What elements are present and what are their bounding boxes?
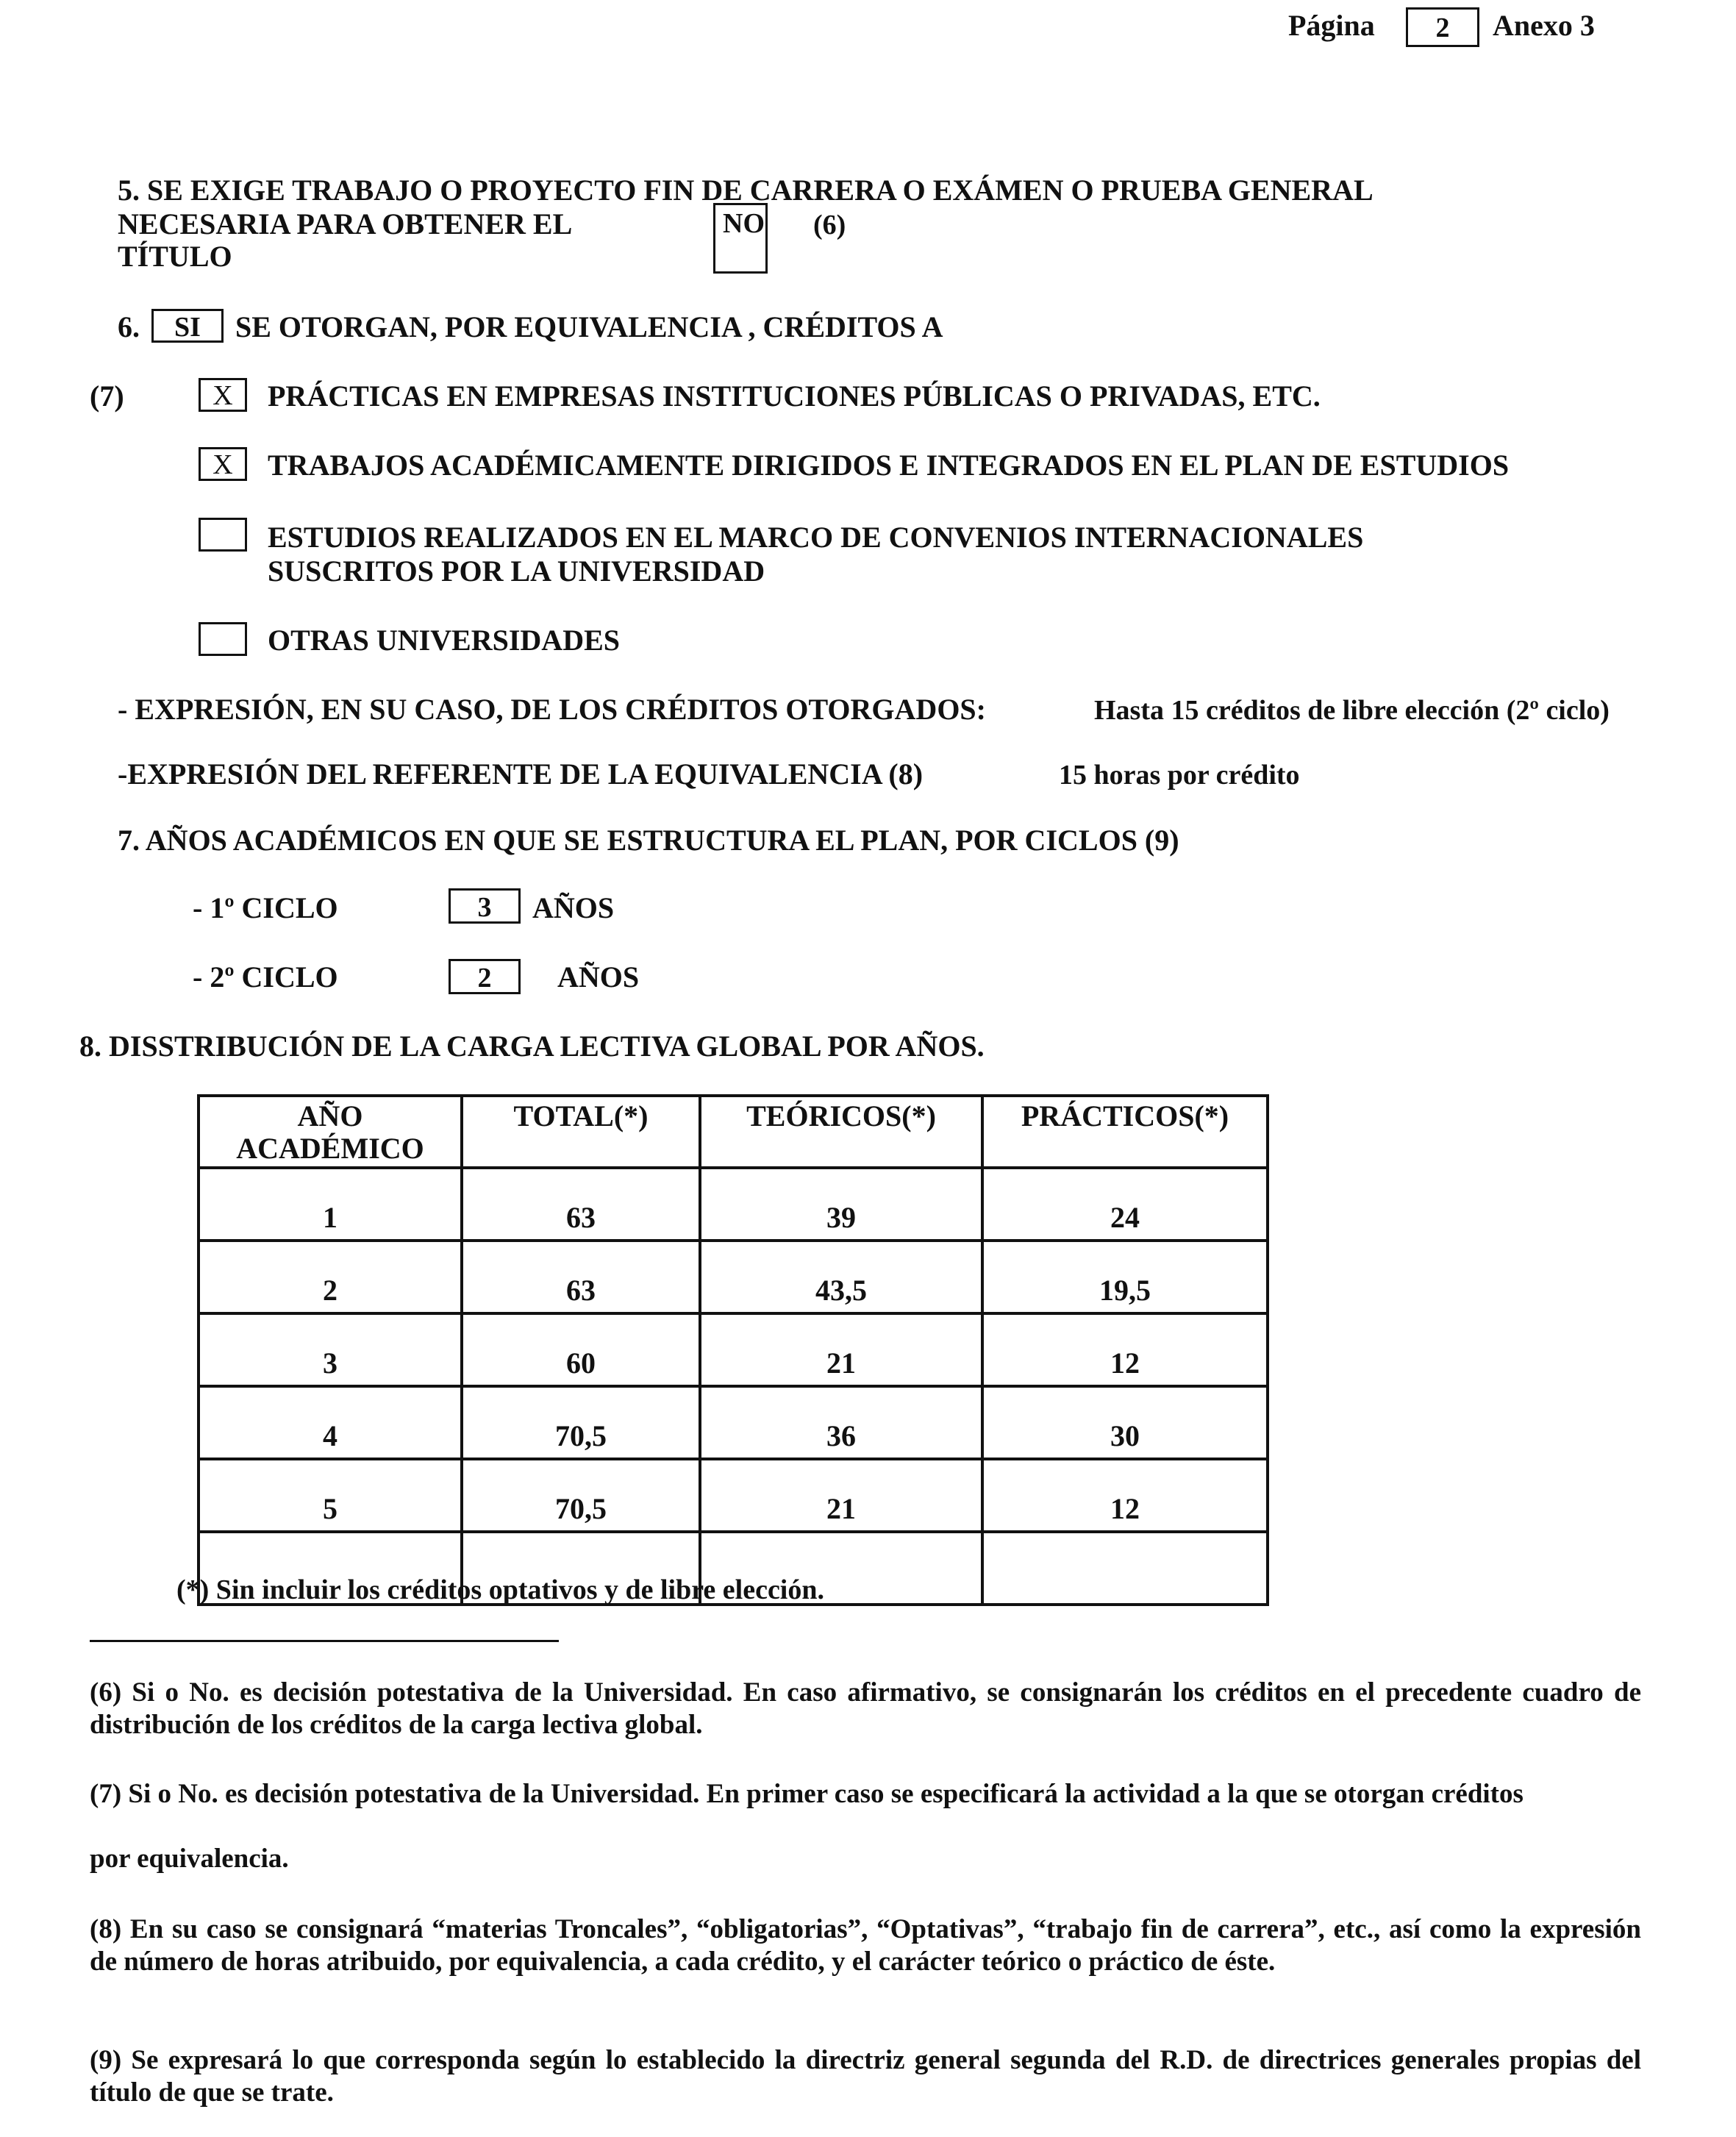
cycle-1-unit: AÑOS <box>532 891 615 924</box>
cell-practicos: 12 <box>982 1313 1268 1386</box>
option-trabajos-checkbox[interactable]: X <box>199 447 247 481</box>
header-teoricos: TEÓRICOS(*) <box>700 1096 982 1168</box>
cell-practicos: 12 <box>982 1459 1268 1532</box>
table-header-row <box>199 1096 1268 1168</box>
cell-ano: 2 <box>199 1241 462 1313</box>
cell-ano: 4 <box>199 1386 462 1459</box>
header-total: TOTAL(*) <box>462 1096 700 1168</box>
section-5-line3: TÍTULO <box>118 240 232 273</box>
option-otras-label: OTRAS UNIVERSIDADES <box>268 624 621 657</box>
section-5-line1: 5. SE EXIGE TRABAJO O PROYECTO FIN DE CARRERA O EXÁMEN O PRUEBA GENERAL <box>118 174 1374 207</box>
cell-total: 63 <box>462 1168 700 1241</box>
section-6-prefix: 6. <box>118 310 140 343</box>
section-5-note-ref: (6) <box>813 210 846 240</box>
header-ano-academico: AÑO ACADÉMICO <box>199 1096 462 1168</box>
footnote-divider <box>90 1640 559 1642</box>
cell-practicos: 30 <box>982 1386 1268 1459</box>
table-row <box>199 1241 1268 1313</box>
cycle-1-value-box: 3 <box>449 888 521 924</box>
section-6-text: SE OTORGAN, POR EQUIVALENCIA , CRÉDITOS A <box>235 310 943 343</box>
option-otras-checkbox[interactable] <box>199 622 247 656</box>
cycle-1-label: - 1º CICLO <box>193 891 338 924</box>
cycle-2-unit: AÑOS <box>557 960 640 993</box>
section-6-value-box: SI <box>151 309 224 343</box>
section-5-line2: NECESARIA PARA OBTENER EL <box>118 207 573 240</box>
footnote-9: (9) Se expresará lo que corresponda según lo establecido la directriz general segunda del R.D. de directrices generales propias del título de que se trate. <box>90 2045 1641 2108</box>
expr-referente-label: -EXPRESIÓN DEL REFERENTE DE LA EQUIVALENCIA (8) <box>118 757 924 791</box>
cell-practicos: 19,5 <box>982 1241 1268 1313</box>
option-practicas-checkbox[interactable]: X <box>199 378 247 412</box>
expr-referente-value: 15 horas por crédito <box>1059 760 1300 791</box>
option-convenios-label-line2: SUSCRITOS POR LA UNIVERSIDAD <box>268 554 765 588</box>
cell-teoricos: 39 <box>700 1168 982 1241</box>
cell-teoricos: 21 <box>700 1313 982 1386</box>
cycle-2-value-box: 2 <box>449 959 521 994</box>
footnote-6: (6) Si o No. es decisión potestativa de la Universidad. En caso afirmativo, se consignarán los créditos en el precedente cuadro de distribución de los créditos de la carga lectiva global. <box>90 1677 1641 1740</box>
section-6-note-ref: (7) <box>90 379 124 413</box>
cell-teoricos: 36 <box>700 1386 982 1459</box>
cell-ano: 5 <box>199 1459 462 1532</box>
footnote-7-continuation: por equivalencia. <box>90 1844 289 1874</box>
table-row <box>199 1459 1268 1532</box>
expr-creditos-value: Hasta 15 créditos de libre elección (2º ciclo) <box>1094 695 1610 726</box>
footnote-8: (8) En su caso se consignará “materias Troncales”, “obligatorias”, “Optativas”, “trabajo fin de carrera”, etc., así como la expresión de número de horas atribuido, por equivalencia, a cada crédito, y el carácter teórico o práctico de éste. <box>90 1914 1641 1977</box>
table-row <box>199 1168 1268 1241</box>
cell-teoricos: 21 <box>700 1459 982 1532</box>
option-convenios-label-line1: ESTUDIOS REALIZADOS EN EL MARCO DE CONVENIOS INTERNACIONALES <box>268 521 1364 554</box>
cell-ano: 3 <box>199 1313 462 1386</box>
table-footnote: (*) Sin incluir los créditos optativos y de libre elección. <box>176 1574 824 1605</box>
cell-total: 60 <box>462 1313 700 1386</box>
header-practicos: PRÁCTICOS(*) <box>982 1096 1268 1168</box>
cell-teoricos: 43,5 <box>700 1241 982 1313</box>
cell-ano: 1 <box>199 1168 462 1241</box>
page-number-box: 2 <box>1406 7 1479 47</box>
section-5-value-box: NO <box>713 203 768 274</box>
annex-label: Anexo 3 <box>1493 9 1595 42</box>
table-row <box>199 1313 1268 1386</box>
page-label: Página <box>1288 9 1375 42</box>
section-7-title: 7. AÑOS ACADÉMICOS EN QUE SE ESTRUCTURA EL PLAN, POR CICLOS (9) <box>118 824 1179 857</box>
cycle-2-label: - 2º CICLO <box>193 960 338 993</box>
cell-practicos: 24 <box>982 1168 1268 1241</box>
option-convenios-checkbox[interactable] <box>199 518 247 552</box>
option-trabajos-label: TRABAJOS ACADÉMICAMENTE DIRIGIDOS E INTEGRADOS EN EL PLAN DE ESTUDIOS <box>268 449 1510 482</box>
cell-total: 70,5 <box>462 1459 700 1532</box>
cell-total: 70,5 <box>462 1386 700 1459</box>
section-8-title: 8. DISSTRIBUCIÓN DE LA CARGA LECTIVA GLOBAL POR AÑOS. <box>79 1030 985 1063</box>
cell-total: 63 <box>462 1241 700 1313</box>
expr-creditos-label: - EXPRESIÓN, EN SU CASO, DE LOS CRÉDITOS OTORGADOS: <box>118 693 986 726</box>
table-row <box>199 1386 1268 1459</box>
option-practicas-label: PRÁCTICAS EN EMPRESAS INSTITUCIONES PÚBLICAS O PRIVADAS, ETC. <box>268 379 1321 413</box>
cell-practicos <box>982 1532 1268 1605</box>
carga-lectiva-table <box>197 1094 1269 1606</box>
footnote-7: (7) Si o No. es decisión potestativa de la Universidad. En primer caso se especificará la actividad a la que se otorgan créditos <box>90 1779 1524 1809</box>
